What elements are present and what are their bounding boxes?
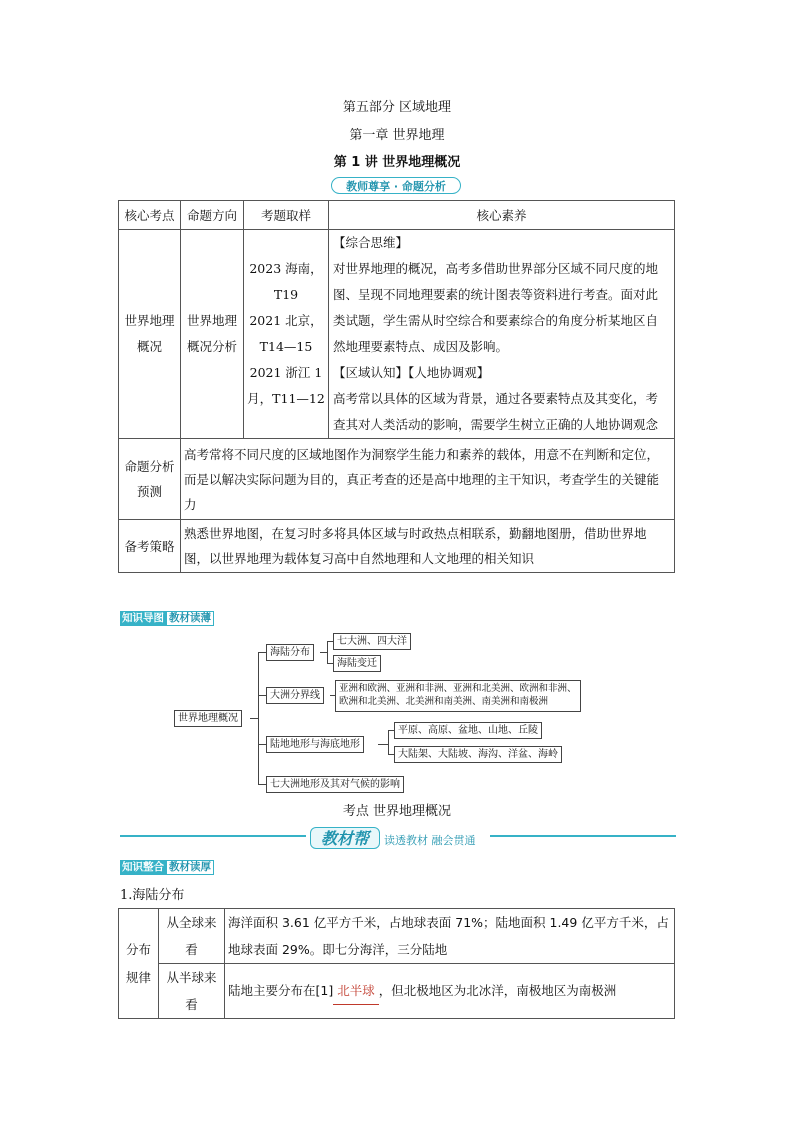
connector: [320, 652, 327, 653]
table-row: [119, 230, 675, 439]
tag-label: 知识导图: [122, 612, 164, 624]
prediction-text: 高考常将不同尺度的区域地图作为洞察学生能力和素养的载体，用意不在判断和定位，而是以解决实际问题为目的，真正考查的还是高中地理的主干知识，考查学生的关键能力: [181, 439, 675, 520]
sample-item: 2021 北京，T14—15: [249, 313, 323, 354]
connector: [258, 784, 266, 785]
connector: [258, 652, 259, 784]
lecture-title: 第 1 讲 世界地理概况: [333, 155, 461, 170]
row-label: 从全球来看: [159, 909, 225, 964]
table-row: [119, 964, 675, 1019]
row-label: 从半球来看: [159, 964, 225, 1019]
section-heading: 1.海陆分布: [120, 888, 185, 903]
mindmap-leaf: 海陆变迁: [333, 655, 381, 672]
mindmap-leaf: 平原、高原、盆地、山地、丘陵: [394, 722, 542, 739]
tag-sub-label: 教材读厚: [166, 860, 214, 875]
mindmap-leaf: 七大洲、四大洋: [333, 633, 411, 650]
chapter-title: 第一章 世界地理: [349, 128, 445, 143]
mindmap-node: 大洲分界线: [266, 687, 324, 704]
mindmap-leaf: 大陆架、大陆坡、海沟、洋盆、海岭: [394, 746, 562, 763]
answer-blank: 北半球: [333, 977, 379, 1005]
sample-item: 2021 浙江 1 月，T11—12: [247, 365, 325, 406]
connector: [258, 695, 266, 696]
connector: [250, 718, 258, 719]
literacy-text: 对世界地理的概况，高考多借助世界部分区域不同尺度的地图、呈现不同地理要素的统计图表等资料进行考查。面对此类试题，学生需从时空综合和要素综合的角度分析某地区自然地理要素特点、成因及影响。: [333, 261, 659, 354]
banner-divider: [120, 835, 306, 837]
table-row: [119, 520, 675, 573]
col-header: 考题取样: [244, 201, 329, 230]
connector: [378, 744, 388, 745]
mindmap-tag: [120, 611, 214, 626]
mindmap-leaf: [335, 680, 581, 712]
literacy-text: 高考常以具体的区域为背景，通过各要素特点及其变化，考查其对人类活动的影响，需要学生树立正确的人地协调观念: [333, 391, 659, 432]
connector: [388, 730, 389, 754]
kaodian-title: 考点 世界地理概况: [342, 804, 452, 819]
row-text: [225, 964, 675, 1019]
literacy-tag: 【区域认知】【人地协调观】: [333, 365, 490, 380]
strategy-label: 备考策略: [119, 520, 181, 573]
mindmap-leaf-line: 欧洲和北美洲、北美洲和南美洲、南美洲和南极洲: [339, 696, 549, 707]
text-after: ，但北极地区为北冰洋，南极地区为南极洲: [378, 983, 617, 998]
sample-item: 2023 海南，T19: [249, 261, 323, 302]
group-label: 分布规律: [119, 909, 159, 1019]
banner-subtitle: 读透教材 融会贯通: [384, 834, 476, 847]
banner-divider: [490, 835, 676, 837]
teacher-pill-badge: 教师尊享 · 命题分析: [331, 177, 461, 194]
mindmap-root: 世界地理概况: [174, 710, 242, 727]
prediction-label: 命题分析预测: [119, 439, 181, 520]
topic-cell: 世界地理概况: [119, 230, 181, 439]
mindmap-node: 陆地地形与海底地形: [266, 736, 364, 753]
connector: [327, 641, 328, 663]
row-text: 海洋面积 3.61 亿平方千米，占地球表面 71%；陆地面积 1.49 亿平方千米，占地球表面 29%。即七分海洋，三分陆地: [225, 909, 675, 964]
col-header: 命题方向: [181, 201, 244, 230]
integrate-tag: [120, 860, 214, 875]
distribution-table: [118, 908, 675, 1019]
analysis-table: [118, 200, 675, 573]
tag-label: 知识整合: [122, 861, 164, 873]
col-header: 核心考点: [119, 201, 181, 230]
mindmap-node: 七大洲地形及其对气候的影响: [266, 776, 404, 793]
connector: [258, 652, 266, 653]
text-before: 陆地主要分布在[1]: [228, 983, 334, 998]
literacy-tag: 【综合思维】: [333, 235, 409, 250]
samples-cell: [244, 230, 329, 439]
banner-title: 教材帮: [310, 827, 380, 849]
tag-sub-label: 教材读薄: [166, 611, 214, 626]
strategy-text: 熟悉世界地图，在复习时多将具体区域与时政热点相联系，勤翻地图册，借助世界地图，以世界地理为载体复习高中自然地理和人文地理的相关知识: [181, 520, 675, 573]
mindmap-node: 海陆分布: [266, 644, 314, 661]
connector: [258, 744, 266, 745]
table-row: [119, 439, 675, 520]
table-header-row: [119, 201, 675, 230]
table-row: [119, 909, 675, 964]
part-title: 第五部分 区域地理: [342, 100, 452, 115]
mindmap-leaf-line: 亚洲和欧洲、亚洲和非洲、亚洲和北美洲、欧洲和非洲、: [339, 683, 577, 694]
direction-cell: 世界地理概况分析: [181, 230, 244, 439]
col-header: 核心素养: [329, 201, 675, 230]
literacy-cell: [329, 230, 675, 439]
